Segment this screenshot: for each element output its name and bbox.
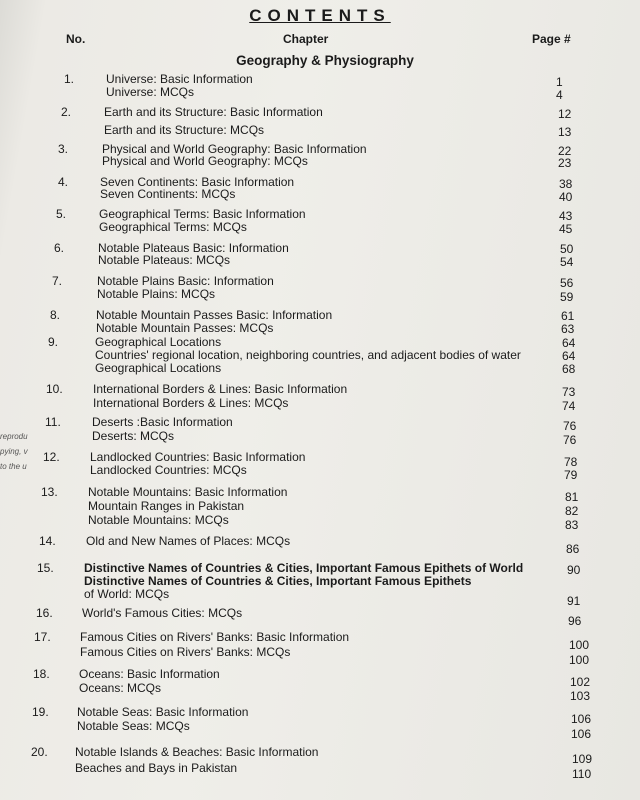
page-number: 81	[565, 490, 579, 504]
page-number: 106	[571, 712, 592, 726]
page-number: 78	[564, 455, 578, 469]
page-number: 43	[559, 209, 573, 223]
page-number: 109	[572, 752, 593, 766]
entry-title: Physical and World Geography: MCQs	[102, 154, 308, 168]
page-number: 4	[556, 88, 563, 102]
page-number: 61	[561, 309, 575, 323]
entry-title: Old and New Names of Places: MCQs	[86, 534, 291, 548]
page-number: 79	[564, 468, 578, 482]
entry-title: Notable Mountain Passes: MCQs	[96, 321, 274, 335]
page-number: 13	[558, 125, 572, 139]
page-number: 90	[567, 563, 581, 577]
entry-title: Beaches and Bays in Pakistan	[75, 761, 238, 775]
entry-number: 3.	[58, 142, 69, 156]
page-number: 86	[566, 542, 580, 556]
page-number: 50	[560, 242, 574, 256]
entry-title: Notable Plateaus: MCQs	[98, 253, 231, 267]
entry-title: International Borders & Lines: Basic Information	[93, 382, 348, 396]
page-number: 23	[558, 156, 572, 170]
entry-title: Universe: Basic Information	[106, 72, 253, 86]
entry-number: 15.	[37, 561, 54, 575]
page-number: 106	[571, 727, 592, 741]
entry-title: Notable Seas: MCQs	[77, 719, 190, 733]
entry-title: Notable Plains Basic: Information	[97, 274, 274, 288]
entry-title: World's Famous Cities: MCQs	[82, 606, 243, 620]
entry-number: 6.	[54, 241, 65, 255]
entry-title: Universe: MCQs	[106, 85, 195, 99]
page-number: 22	[558, 144, 572, 158]
page-number: 100	[569, 653, 590, 667]
entry-title: Notable Seas: Basic Information	[77, 705, 249, 719]
entry-number: 5.	[56, 207, 67, 221]
entry-title: Geographical Terms: MCQs	[99, 220, 247, 234]
page-number: 56	[560, 276, 574, 290]
entry-title: Famous Cities on Rivers' Banks: Basic Information	[80, 630, 350, 644]
entry-number: 12.	[43, 450, 60, 464]
entry-title: Notable Islands & Beaches: Basic Information	[75, 745, 319, 759]
page-number: 83	[565, 518, 579, 532]
page-number: 76	[563, 419, 577, 433]
page-number: 59	[560, 290, 574, 304]
column-header-page: Page #	[532, 32, 571, 46]
margin-text: pying, v	[0, 447, 28, 456]
page-number: 102	[570, 675, 591, 689]
entry-title: Earth and its Structure: Basic Information	[104, 105, 323, 119]
entry-title: Geographical Locations	[95, 361, 222, 375]
entry-title: Distinctive Names of Countries & Cities, Important Famous Epithets of World	[84, 561, 524, 575]
page-number: 91	[567, 594, 581, 608]
entry-title: Geographical Locations	[95, 335, 222, 349]
page-number: 73	[562, 385, 576, 399]
entry-title: Famous Cities on Rivers' Banks: MCQs	[80, 645, 291, 659]
page-title: CONTENTS	[249, 6, 391, 25]
entry-number: 17.	[34, 630, 51, 644]
column-header-no: No.	[66, 32, 86, 46]
entry-title: of World: MCQs	[84, 587, 170, 601]
entry-number: 8.	[50, 308, 61, 322]
page-number: 76	[563, 433, 577, 447]
page-number: 103	[570, 689, 591, 703]
page-number: 100	[569, 638, 590, 652]
entry-title: Landlocked Countries: MCQs	[90, 463, 247, 477]
page-number: 82	[565, 504, 579, 518]
entry-number: 10.	[46, 382, 63, 396]
section-heading: Geography & Physiography	[236, 53, 414, 68]
entry-number: 18.	[33, 667, 50, 681]
entry-number: 11.	[45, 415, 61, 429]
page-number: 12	[558, 107, 572, 121]
entry-title: Distinctive Names of Countries & Cities, Important Famous Epithets	[84, 574, 472, 588]
page-number: 110	[572, 767, 592, 781]
page-number: 54	[560, 255, 574, 269]
page-number: 64	[562, 349, 576, 363]
margin-text: reprodu	[0, 432, 28, 441]
margin-text: to the u	[0, 462, 27, 471]
page-number: 40	[559, 190, 573, 204]
entry-title: International Borders & Lines: MCQs	[93, 396, 289, 410]
entry-title: Seven Continents: Basic Information	[100, 175, 295, 189]
page-number: 45	[559, 222, 573, 236]
page-number: 63	[561, 322, 575, 336]
entry-title: Seven Continents: MCQs	[100, 187, 236, 201]
entry-title: Notable Mountains: Basic Information	[88, 485, 288, 499]
entry-title: Physical and World Geography: Basic Information	[102, 142, 367, 156]
entry-title: Oceans: MCQs	[79, 681, 162, 695]
entry-title: Deserts: MCQs	[92, 429, 175, 443]
entry-title: Geographical Terms: Basic Information	[99, 207, 306, 221]
entry-title: Deserts :Basic Information	[92, 415, 233, 429]
entry-number: 7.	[52, 274, 63, 288]
entry-title: Oceans: Basic Information	[79, 667, 220, 681]
entry-number: 14.	[39, 534, 56, 548]
entry-number: 2.	[61, 105, 72, 119]
entry-title: Mountain Ranges in Pakistan	[88, 499, 245, 513]
entry-title: Countries' regional location, neighboring countries, and adjacent bodies of water	[95, 348, 521, 362]
entry-title: Notable Mountain Passes Basic: Information	[96, 308, 333, 322]
entry-number: 1.	[64, 72, 75, 86]
entry-title: Notable Plains: MCQs	[97, 287, 216, 301]
entry-number: 9.	[48, 335, 59, 349]
entry-number: 13.	[41, 485, 58, 499]
entry-title: Notable Plateaus Basic: Information	[98, 241, 289, 255]
entry-number: 20.	[31, 745, 48, 759]
entry-title: Notable Mountains: MCQs	[88, 513, 229, 527]
column-header-chapter: Chapter	[283, 32, 329, 46]
page-number: 96	[568, 614, 582, 628]
page-number: 68	[562, 362, 576, 376]
page-number: 74	[562, 399, 576, 413]
page-number: 38	[559, 177, 573, 191]
entry-number: 19.	[32, 705, 49, 719]
entry-number: 4.	[58, 175, 69, 189]
page-number: 1	[556, 75, 563, 89]
entry-number: 16.	[36, 606, 53, 620]
entry-title: Earth and its Structure: MCQs	[104, 123, 265, 137]
page-number: 64	[562, 336, 576, 350]
entry-title: Landlocked Countries: Basic Information	[90, 450, 306, 464]
